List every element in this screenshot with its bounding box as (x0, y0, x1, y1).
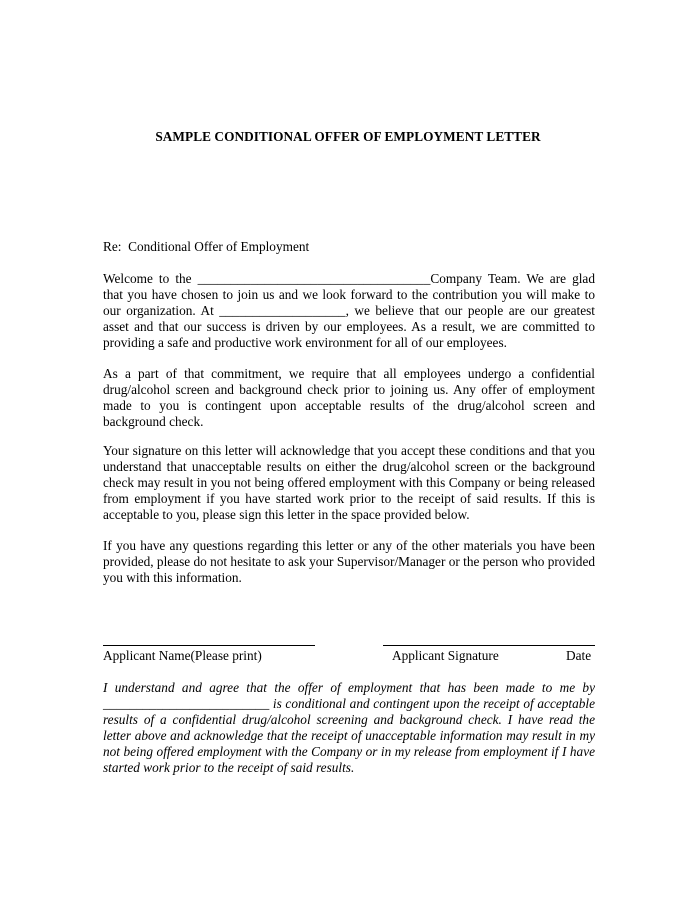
applicant-signature-label: Applicant Signature (392, 648, 499, 663)
applicant-name-line[interactable] (103, 645, 315, 646)
subject-line: Re: Conditional Offer of Employment (103, 239, 310, 254)
paragraph-questions: If you have any questions regarding this letter or any of the other materials you have been provided, please do not hesitate to ask your Supervisor/Manager or the person who provided you with this information. (103, 538, 595, 585)
paragraph-welcome: Welcome to the ___________________________________Company Team. We are glad that you have chosen to join us and we look forward to the contribution you will make to our organization. At ___________________, we believe that our people are our greatest asset and that our success is driven by our employees. As a result, we are committed to providing a safe and productive work environment for all of our employees. (103, 271, 595, 350)
acknowledgement-statement: I understand and agree that the offer of employment that has been made to me by _________________________ is conditional and contingent upon the receipt of acceptable results of a confidential drug/alcohol screening and background check. I have read the letter above and acknowledge that the receipt of unacceptable information may result in my not being offered employment with the Company or in my release from employment if I have started work prior to the receipt of said results. (103, 680, 595, 775)
paragraph-signature-acknowledgement: Your signature on this letter will acknowledge that you accept these conditions and that you understand that unacceptable results on either the drug/alcohol screen or the background check may result in you not being offered employment with this Company or being released from employment if you have started work prior to the receipt of said results. If this is acceptable to you, please sign this letter in the space provided below. (103, 443, 595, 522)
applicant-signature-line[interactable] (383, 645, 595, 646)
letter-title: SAMPLE CONDITIONAL OFFER OF EMPLOYMENT LETTER (155, 129, 541, 144)
date-label: Date (566, 648, 592, 663)
paragraph-commitment: As a part of that commitment, we require that all employees undergo a confidential drug/alcohol screen and background check prior to joining us. Any offer of employment made to you is contingent upon acceptable results of the drug/alcohol screen and background check. (103, 366, 595, 429)
applicant-name-label: Applicant Name(Please print) (103, 648, 262, 663)
